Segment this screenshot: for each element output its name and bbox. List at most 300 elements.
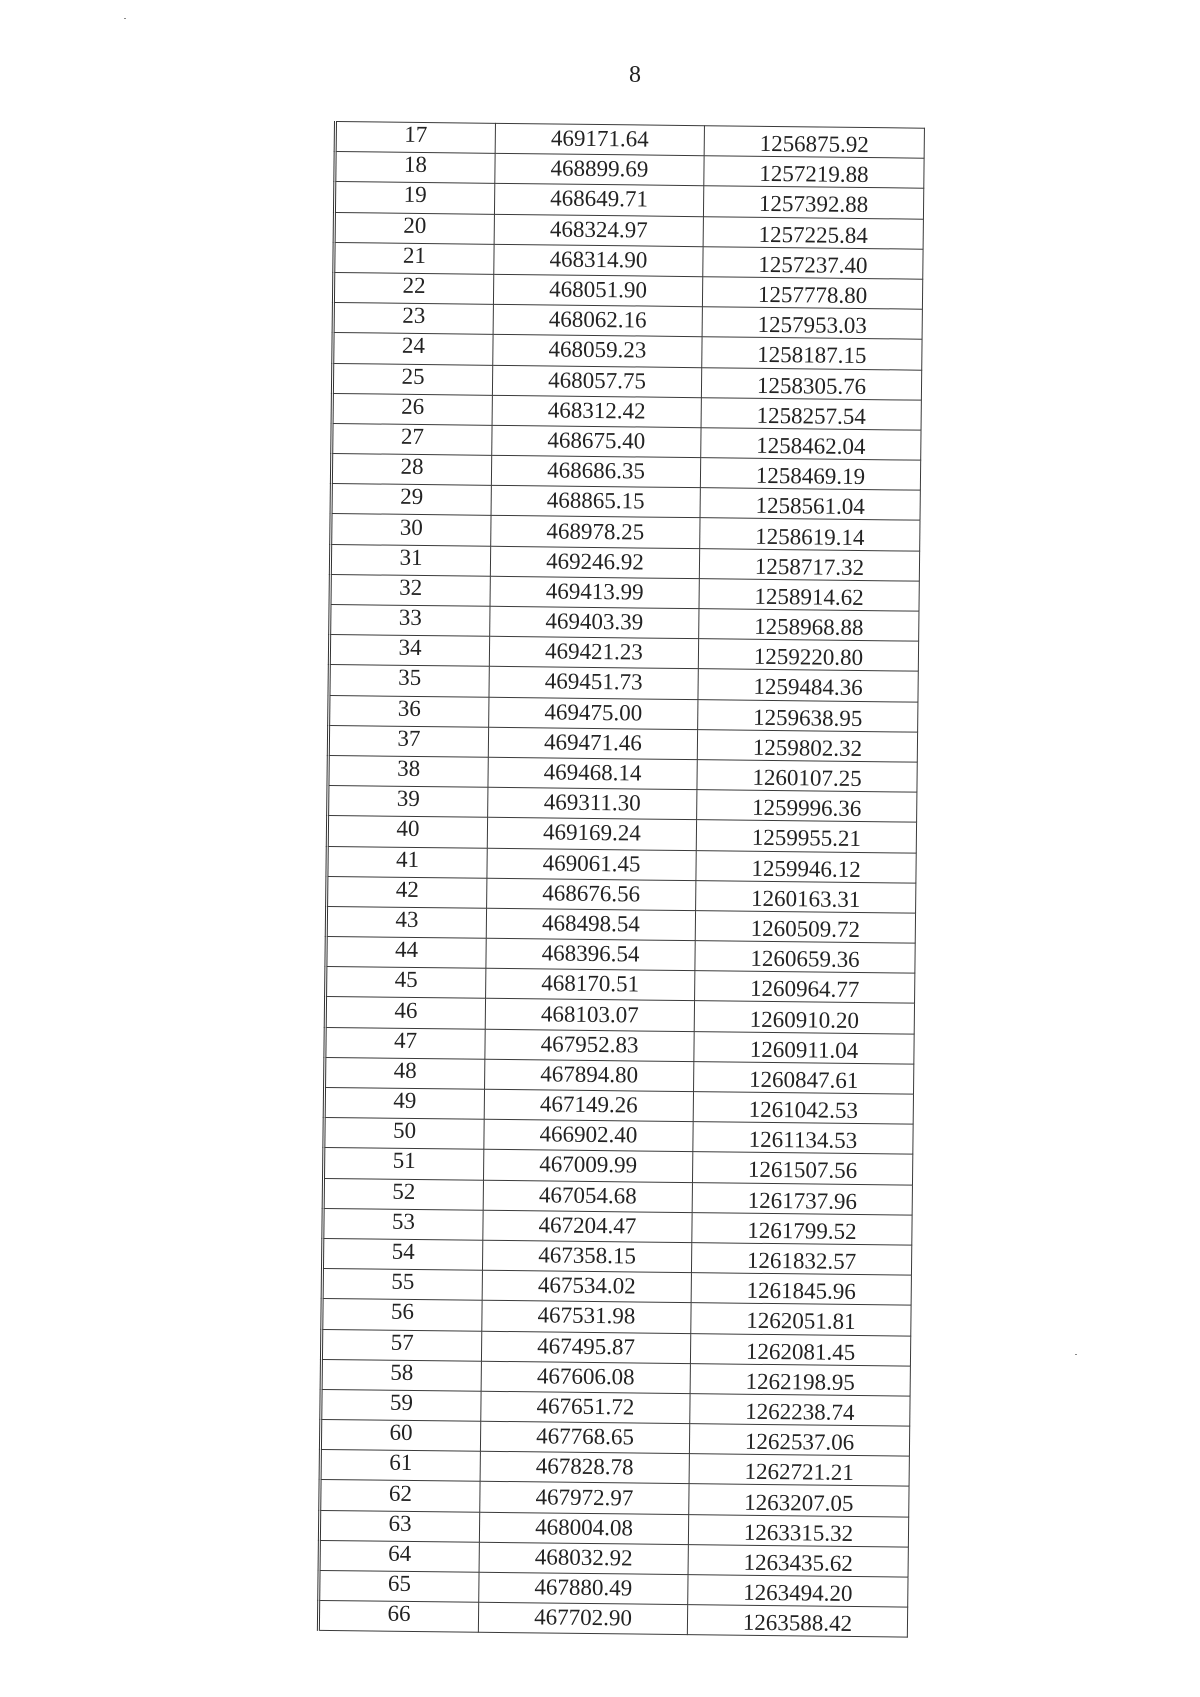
x-coordinate-cell-text: 468032.92 <box>534 1544 633 1571</box>
point-number-cell <box>329 635 489 667</box>
point-number-cell-text: 47 <box>393 1027 418 1053</box>
point-number-cell <box>329 695 489 727</box>
x-coordinate-cell-text: 467880.49 <box>534 1574 633 1601</box>
x-coordinate-cell-text: 467952.83 <box>540 1031 639 1058</box>
y-coordinate-cell <box>701 367 921 400</box>
point-number-cell-text: 60 <box>389 1419 413 1446</box>
y-coordinate-cell-text: 1261832.57 <box>746 1247 857 1275</box>
point-number-cell-text: 44 <box>394 936 419 963</box>
y-coordinate-cell <box>691 1273 911 1306</box>
point-number-cell <box>335 122 495 154</box>
y-coordinate-cell <box>702 307 922 340</box>
x-coordinate-cell <box>480 1482 689 1515</box>
y-coordinate-cell <box>694 1031 914 1064</box>
y-coordinate-cell <box>696 850 916 883</box>
x-coordinate-cell-text: 467894.80 <box>540 1061 639 1088</box>
point-number-cell-text: 53 <box>391 1208 416 1234</box>
point-number-cell-text: 66 <box>387 1600 411 1627</box>
point-number-cell <box>323 1178 483 1210</box>
point-number-cell <box>331 454 491 486</box>
y-coordinate-cell <box>702 277 922 310</box>
x-coordinate-cell-text: 468170.51 <box>541 970 640 997</box>
point-number-cell <box>326 906 486 938</box>
point-number-cell-text: 21 <box>402 242 427 268</box>
x-coordinate-cell-text: 468314.90 <box>549 246 648 273</box>
y-coordinate-cell-text: 1260910.20 <box>749 1006 860 1033</box>
point-number-cell-text: 63 <box>388 1510 412 1536</box>
y-coordinate-cell <box>695 911 915 944</box>
point-number-cell-text: 20 <box>403 212 427 238</box>
point-number-cell-text: 38 <box>397 755 421 782</box>
y-coordinate-cell <box>704 126 924 159</box>
y-coordinate-cell-text: 1258619.14 <box>755 523 865 550</box>
x-coordinate-cell-text: 466902.40 <box>539 1121 638 1148</box>
point-number-cell <box>318 1601 478 1633</box>
x-coordinate-cell <box>490 546 699 579</box>
y-coordinate-cell-text: 1262721.21 <box>744 1459 854 1486</box>
x-coordinate-cell-text: 467606.08 <box>536 1363 635 1390</box>
y-coordinate-cell <box>703 216 923 249</box>
x-coordinate-cell <box>485 1059 694 1092</box>
x-coordinate-cell <box>485 999 694 1032</box>
x-coordinate-cell-text: 467495.87 <box>537 1332 636 1360</box>
y-coordinate-cell <box>702 337 922 370</box>
y-coordinate-cell-text: 1258257.54 <box>756 402 866 429</box>
x-coordinate-cell-text: 468675.40 <box>547 427 646 454</box>
y-coordinate-cell-text: 1259802.32 <box>752 734 863 761</box>
point-number-cell <box>330 544 490 576</box>
y-coordinate-cell-text: 1259220.80 <box>753 644 864 671</box>
x-coordinate-cell <box>483 1150 692 1183</box>
y-coordinate-cell <box>691 1243 911 1276</box>
y-coordinate-cell-text: 1261507.56 <box>747 1157 858 1184</box>
y-coordinate-cell <box>695 971 915 1004</box>
x-coordinate-cell <box>493 335 702 368</box>
x-coordinate-cell-text: 469468.14 <box>543 759 642 786</box>
y-coordinate-cell-text: 1258187.15 <box>757 342 867 369</box>
y-coordinate-cell-text: 1263207.05 <box>744 1489 854 1516</box>
y-coordinate-cell <box>691 1303 911 1336</box>
point-number-cell-text: 62 <box>388 1480 413 1506</box>
point-number-cell <box>325 1057 485 1089</box>
x-coordinate-cell-text: 469169.24 <box>542 819 641 846</box>
table-row <box>318 1601 907 1638</box>
x-coordinate-cell-text: 469421.23 <box>544 638 644 665</box>
x-coordinate-cell <box>495 123 704 156</box>
x-coordinate-cell-text: 468899.69 <box>550 155 649 182</box>
point-number-cell <box>332 393 492 425</box>
y-coordinate-cell-text: 1260163.31 <box>750 885 861 912</box>
y-coordinate-cell-text: 1258968.88 <box>754 613 864 641</box>
point-number-cell-text: 17 <box>404 121 428 148</box>
y-coordinate-cell-text: 1258914.62 <box>754 583 864 610</box>
point-number-cell <box>334 212 494 244</box>
y-coordinate-cell-text: 1260964.77 <box>749 976 860 1003</box>
point-number-cell-text: 27 <box>400 423 425 450</box>
y-coordinate-cell-text: 1262238.74 <box>745 1398 855 1425</box>
x-coordinate-cell-text: 467702.90 <box>534 1604 633 1631</box>
point-number-cell-text: 54 <box>391 1238 415 1265</box>
y-coordinate-cell-text: 1258561.04 <box>755 493 865 520</box>
x-coordinate-cell-text: 468978.25 <box>546 517 645 545</box>
x-coordinate-cell-text: 467149.26 <box>539 1091 638 1118</box>
x-coordinate-cell-text: 467828.78 <box>535 1453 634 1480</box>
x-coordinate-cell <box>479 1512 688 1545</box>
point-number-cell-text: 35 <box>398 665 422 691</box>
point-number-cell-text: 42 <box>395 876 419 902</box>
y-coordinate-cell-text: 1262081.45 <box>745 1338 856 1365</box>
y-coordinate-cell-text: 1262198.95 <box>745 1368 855 1395</box>
x-coordinate-cell-text: 469451.73 <box>544 668 643 696</box>
y-coordinate-cell-text: 1258305.76 <box>756 372 867 399</box>
y-coordinate-cell-text: 1257219.88 <box>759 161 869 188</box>
y-coordinate-cell-text: 1256875.92 <box>759 130 870 158</box>
page-number: 8 <box>629 62 641 88</box>
point-number-cell <box>319 1540 479 1572</box>
point-number-cell-text: 49 <box>393 1087 417 1114</box>
x-coordinate-cell <box>482 1240 691 1273</box>
y-coordinate-cell <box>690 1363 910 1396</box>
x-coordinate-cell <box>482 1270 691 1303</box>
y-coordinate-cell <box>690 1393 910 1426</box>
point-number-cell <box>333 272 493 304</box>
point-number-cell <box>334 182 494 214</box>
y-coordinate-cell-text: 1261845.96 <box>746 1277 857 1305</box>
y-coordinate-cell <box>696 820 916 853</box>
point-number-cell-text: 33 <box>398 604 423 631</box>
x-coordinate-cell-text: 469246.92 <box>546 548 645 575</box>
point-number-cell-text: 55 <box>391 1268 415 1295</box>
point-number-cell-text: 26 <box>401 393 425 419</box>
x-coordinate-cell-text: 469171.64 <box>550 125 649 152</box>
x-coordinate-cell-text: 467651.72 <box>536 1393 635 1420</box>
x-coordinate-cell-text: 468686.35 <box>547 457 646 484</box>
x-coordinate-cell <box>491 455 700 488</box>
x-coordinate-cell-text: 469413.99 <box>545 578 644 605</box>
y-coordinate-cell-text: 1260107.25 <box>752 764 862 792</box>
point-number-cell <box>324 1087 484 1119</box>
x-coordinate-cell-text: 467768.65 <box>536 1423 635 1450</box>
y-coordinate-cell <box>699 609 919 642</box>
y-coordinate-cell-text: 1261134.53 <box>748 1127 858 1154</box>
x-coordinate-cell-text: 468498.54 <box>541 910 640 937</box>
y-coordinate-cell <box>692 1212 912 1245</box>
point-number-cell <box>321 1359 481 1391</box>
y-coordinate-cell <box>698 699 918 732</box>
x-coordinate-cell-text: 469475.00 <box>544 699 643 726</box>
x-coordinate-cell-text: 468057.75 <box>548 367 647 394</box>
y-coordinate-cell <box>699 548 919 581</box>
x-coordinate-cell <box>488 757 697 790</box>
y-coordinate-cell <box>688 1514 908 1547</box>
point-number-cell-text: 51 <box>392 1148 416 1174</box>
y-coordinate-cell-text: 1258717.32 <box>754 553 865 580</box>
y-coordinate-cell-text: 1262537.06 <box>744 1428 855 1456</box>
x-coordinate-cell-text: 467204.47 <box>538 1212 637 1239</box>
y-coordinate-cell <box>700 458 920 491</box>
point-number-cell-text: 45 <box>394 967 418 993</box>
y-coordinate-cell <box>689 1484 909 1517</box>
point-number-cell-text: 46 <box>394 997 418 1023</box>
x-coordinate-cell <box>494 214 703 247</box>
x-coordinate-cell-text: 467972.97 <box>535 1483 634 1511</box>
y-coordinate-cell <box>700 518 920 551</box>
point-number-cell <box>326 937 486 969</box>
x-coordinate-cell <box>486 938 695 971</box>
y-coordinate-cell <box>701 428 921 461</box>
y-coordinate-cell-text: 1259638.95 <box>752 704 863 731</box>
x-coordinate-cell-text: 469311.30 <box>543 789 641 816</box>
x-coordinate-cell-text: 468004.08 <box>535 1514 634 1541</box>
y-coordinate-cell <box>694 1001 914 1034</box>
x-coordinate-cell <box>487 848 696 881</box>
y-coordinate-cell-text: 1261799.52 <box>747 1217 857 1244</box>
point-number-cell <box>320 1480 480 1512</box>
x-coordinate-cell-text: 468103.07 <box>540 1000 639 1028</box>
point-number-cell-text: 25 <box>401 363 425 389</box>
y-coordinate-cell <box>701 397 921 430</box>
x-coordinate-cell-text: 469471.46 <box>543 729 642 756</box>
y-coordinate-cell-text: 1257237.40 <box>758 251 868 278</box>
point-number-cell <box>333 333 493 365</box>
point-number-cell-text: 41 <box>395 846 420 872</box>
point-number-cell <box>322 1269 482 1301</box>
y-coordinate-cell-text: 1263315.32 <box>743 1519 854 1546</box>
point-number-cell-text: 58 <box>390 1359 414 1385</box>
point-number-cell <box>322 1238 482 1270</box>
point-number-cell-text: 57 <box>390 1329 414 1355</box>
point-number-cell <box>325 997 485 1029</box>
y-coordinate-cell <box>704 156 924 189</box>
x-coordinate-cell-text: 468062.16 <box>548 306 647 333</box>
y-coordinate-cell-text: 1260509.72 <box>750 915 861 942</box>
y-coordinate-cell <box>689 1424 909 1457</box>
y-coordinate-cell <box>700 488 920 521</box>
point-number-cell <box>332 363 492 395</box>
point-number-cell <box>320 1419 480 1451</box>
point-number-cell <box>330 574 490 606</box>
point-number-cell <box>321 1329 481 1361</box>
x-coordinate-cell-text: 467534.02 <box>537 1272 636 1299</box>
x-coordinate-cell <box>489 667 698 700</box>
y-coordinate-cell-text: 1260911.04 <box>749 1036 859 1063</box>
y-coordinate-cell-text: 1262051.81 <box>746 1308 856 1335</box>
x-coordinate-cell-text: 467009.99 <box>539 1151 638 1178</box>
y-coordinate-cell <box>697 790 917 823</box>
point-number-cell <box>335 152 495 184</box>
point-number-cell-text: 34 <box>398 635 422 661</box>
point-number-cell <box>322 1299 482 1331</box>
x-coordinate-cell <box>487 818 696 851</box>
x-coordinate-cell-text: 468865.15 <box>546 487 645 514</box>
point-number-cell-text: 43 <box>395 906 419 932</box>
y-coordinate-cell <box>690 1333 910 1366</box>
x-coordinate-cell <box>492 425 701 458</box>
point-number-cell-text: 61 <box>389 1450 413 1476</box>
x-coordinate-cell <box>486 969 695 1002</box>
point-number-cell-text: 23 <box>402 303 426 329</box>
point-number-cell-text: 22 <box>402 272 426 299</box>
y-coordinate-cell <box>698 639 918 672</box>
x-coordinate-cell <box>481 1391 690 1424</box>
x-coordinate-cell <box>494 244 703 277</box>
point-number-cell <box>328 755 488 787</box>
y-coordinate-cell <box>699 578 919 611</box>
x-coordinate-cell-text: 468649.71 <box>550 185 649 213</box>
x-coordinate-cell <box>491 516 700 549</box>
x-coordinate-cell <box>494 184 703 217</box>
x-coordinate-cell <box>484 1119 693 1152</box>
point-number-cell-text: 50 <box>392 1118 417 1144</box>
x-coordinate-cell <box>493 274 702 307</box>
coordinates-table <box>317 121 925 1638</box>
point-number-cell <box>324 1148 484 1180</box>
y-coordinate-cell-text: 1261737.96 <box>747 1187 858 1214</box>
x-coordinate-cell <box>481 1361 690 1394</box>
x-coordinate-cell <box>495 154 704 187</box>
point-number-cell-text: 37 <box>397 725 421 751</box>
point-number-cell <box>332 423 492 455</box>
x-coordinate-cell <box>479 1542 688 1575</box>
x-coordinate-cell <box>480 1451 689 1484</box>
y-coordinate-cell-text: 1261042.53 <box>748 1096 859 1124</box>
y-coordinate-cell <box>688 1575 908 1608</box>
point-number-cell-text: 30 <box>399 514 424 540</box>
y-coordinate-cell <box>687 1605 907 1638</box>
scan-speck <box>1075 1354 1077 1355</box>
y-coordinate-cell-text: 1260659.36 <box>750 945 860 973</box>
y-coordinate-cell <box>689 1454 909 1487</box>
y-coordinate-cell-text: 1260847.61 <box>748 1066 859 1093</box>
point-number-cell <box>323 1208 483 1240</box>
y-coordinate-cell <box>697 729 917 762</box>
y-coordinate-cell <box>694 1061 914 1094</box>
point-number-cell <box>329 665 489 697</box>
point-number-cell-text: 31 <box>399 544 423 570</box>
point-number-cell <box>321 1389 481 1421</box>
x-coordinate-cell-text: 467358.15 <box>538 1242 637 1269</box>
x-coordinate-cell-text: 468396.54 <box>541 940 640 967</box>
point-number-cell-text: 19 <box>403 182 427 208</box>
x-coordinate-cell <box>488 787 697 820</box>
y-coordinate-cell-text: 1258469.19 <box>755 462 866 490</box>
y-coordinate-cell <box>697 760 917 793</box>
x-coordinate-cell <box>490 606 699 639</box>
y-coordinate-cell <box>696 880 916 913</box>
x-coordinate-cell <box>481 1331 690 1364</box>
point-number-cell <box>328 725 488 757</box>
point-number-cell <box>334 242 494 274</box>
x-coordinate-cell-text: 468051.90 <box>549 276 648 303</box>
x-coordinate-cell <box>478 1602 687 1635</box>
x-coordinate-cell <box>493 304 702 337</box>
x-coordinate-cell-text: 467531.98 <box>537 1302 636 1329</box>
y-coordinate-cell <box>703 246 923 279</box>
x-coordinate-cell <box>479 1572 688 1605</box>
y-coordinate-cell <box>693 1092 913 1125</box>
point-number-cell-text: 24 <box>401 333 426 359</box>
y-coordinate-cell <box>695 941 915 974</box>
x-coordinate-cell <box>485 1029 694 1062</box>
point-number-cell <box>330 604 490 636</box>
y-coordinate-cell-text: 1263588.42 <box>742 1610 853 1637</box>
x-coordinate-cell <box>484 1089 693 1122</box>
point-number-cell <box>327 816 487 848</box>
point-number-cell <box>327 876 487 908</box>
y-coordinate-cell-text: 1263494.20 <box>743 1579 853 1607</box>
point-number-cell-text: 18 <box>403 152 428 178</box>
point-number-cell <box>327 846 487 878</box>
y-coordinate-cell-text: 1259484.36 <box>753 674 863 701</box>
y-coordinate-cell <box>693 1122 913 1155</box>
point-number-cell <box>328 786 488 818</box>
x-coordinate-cell <box>487 878 696 911</box>
y-coordinate-cell-text: 1257953.03 <box>757 312 867 339</box>
point-number-cell <box>325 1027 485 1059</box>
point-number-cell-text: 36 <box>397 695 421 721</box>
point-number-cell-text: 28 <box>400 453 424 480</box>
x-coordinate-cell-text: 469403.39 <box>545 608 644 635</box>
point-number-cell <box>320 1450 480 1482</box>
x-coordinate-cell <box>489 636 698 669</box>
x-coordinate-cell-text: 468312.42 <box>547 397 646 424</box>
x-coordinate-cell <box>482 1301 691 1334</box>
point-number-cell-text: 52 <box>392 1178 416 1204</box>
point-number-cell <box>331 484 491 516</box>
x-coordinate-cell-text: 469061.45 <box>542 850 641 877</box>
point-number-cell-text: 59 <box>389 1389 414 1415</box>
x-coordinate-cell-text: 468059.23 <box>548 336 647 363</box>
point-number-cell-text: 39 <box>396 785 420 812</box>
x-coordinate-cell <box>492 365 701 398</box>
point-number-cell-text: 29 <box>400 484 424 510</box>
x-coordinate-cell <box>490 576 699 609</box>
y-coordinate-cell <box>703 186 923 219</box>
point-number-cell-text: 48 <box>393 1057 417 1083</box>
x-coordinate-cell <box>491 486 700 519</box>
y-coordinate-cell-text: 1257778.80 <box>757 281 868 309</box>
y-coordinate-cell-text: 1259996.36 <box>751 795 862 822</box>
x-coordinate-cell <box>483 1180 692 1213</box>
x-coordinate-cell <box>489 697 698 730</box>
point-number-cell-text: 32 <box>399 574 423 600</box>
point-number-cell-text: 65 <box>387 1570 412 1597</box>
point-number-cell-text: 56 <box>390 1299 415 1325</box>
x-coordinate-cell <box>488 727 697 760</box>
point-number-cell <box>326 967 486 999</box>
scan-speck <box>124 18 126 19</box>
point-number-cell <box>333 303 493 335</box>
point-number-cell-text: 64 <box>388 1540 412 1566</box>
y-coordinate-cell-text: 1257225.84 <box>758 221 869 248</box>
x-coordinate-cell-text: 468324.97 <box>549 216 648 243</box>
x-coordinate-cell <box>492 395 701 428</box>
y-coordinate-cell-text: 1259946.12 <box>751 855 861 882</box>
coordinates-table-body <box>318 122 924 1638</box>
point-number-cell <box>319 1570 479 1602</box>
point-number-cell <box>319 1510 479 1542</box>
x-coordinate-cell <box>486 908 695 941</box>
point-number-cell <box>324 1118 484 1150</box>
y-coordinate-cell <box>698 669 918 702</box>
x-coordinate-cell-text: 467054.68 <box>538 1182 637 1209</box>
x-coordinate-cell <box>480 1421 689 1454</box>
y-coordinate-cell <box>692 1182 912 1215</box>
point-number-cell <box>331 514 491 546</box>
y-coordinate-cell-text: 1263435.62 <box>743 1549 853 1576</box>
x-coordinate-cell-text: 468676.56 <box>542 880 641 907</box>
x-coordinate-cell <box>483 1210 692 1243</box>
